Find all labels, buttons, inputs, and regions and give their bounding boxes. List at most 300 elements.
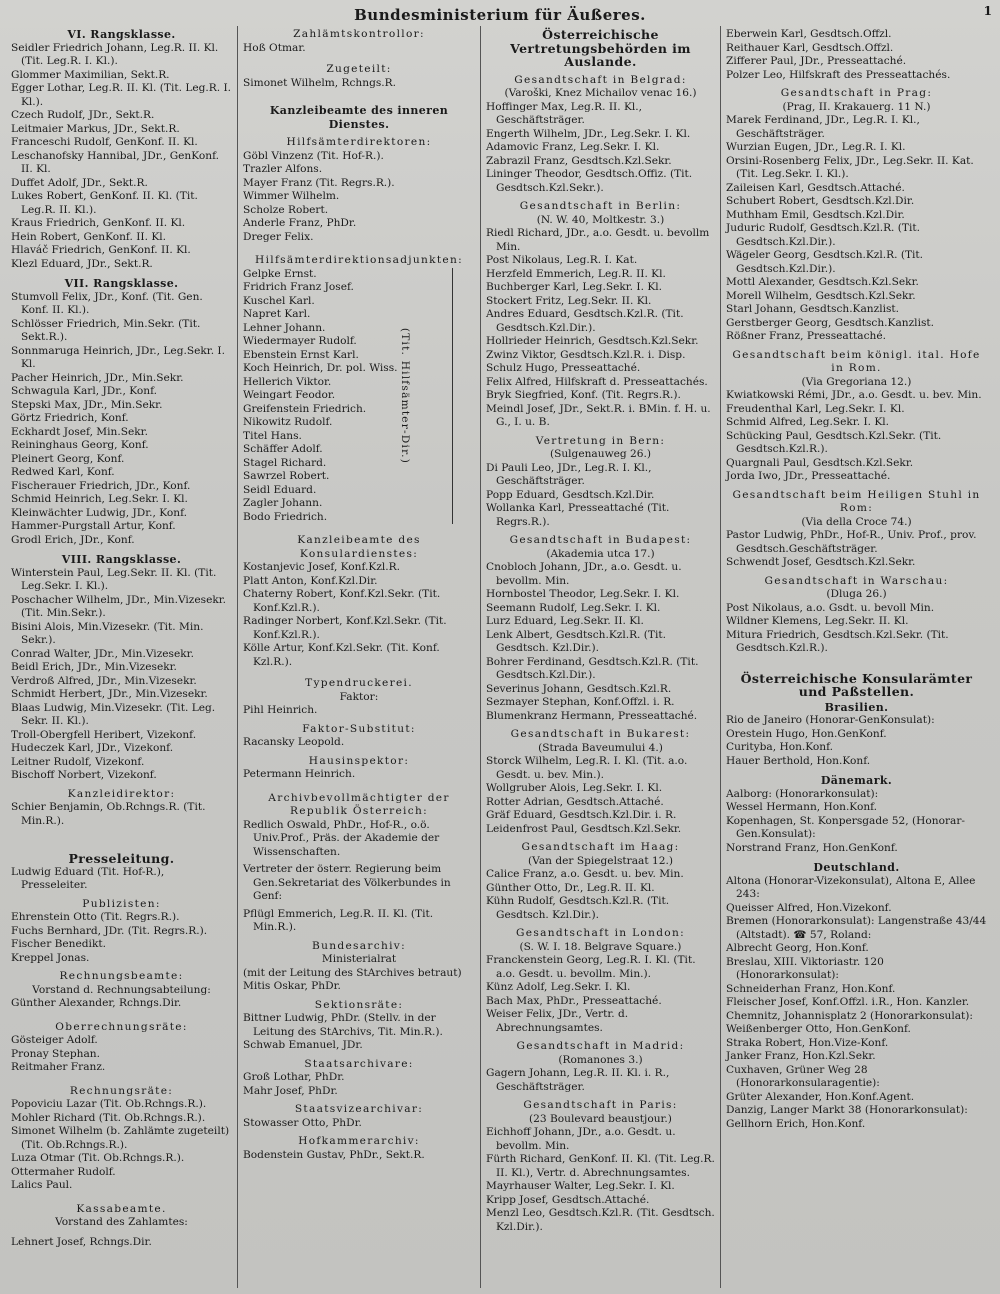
entry: Mahr Josef, PhDr.	[243, 1084, 338, 1097]
entry-list	[486, 954, 715, 1035]
address: (Dluga 26.)	[826, 588, 887, 600]
entry-list	[243, 863, 475, 904]
entry: Troll-Obergfell Heribert, Vizekonf.	[11, 728, 197, 741]
entry: Gräf Eduard, Gesdtsch.Kzl.Dir. i. R.	[486, 809, 677, 821]
entry: Radinger Norbert, Konf.Kzl.Sekr. (Tit. Konf.Kzl.R.).	[243, 615, 447, 641]
subsection-heading: Bundesarchiv:	[312, 939, 406, 952]
entry: Fischer Benedikt.	[11, 938, 106, 950]
entry-list	[11, 291, 232, 548]
entry: Pflügl Emmerich, Leg.R. II. Kl. (Tit. Min.R.).	[243, 907, 434, 933]
subsection-heading: Hausinspektor:	[308, 754, 410, 767]
entry: Conrad Walter, JDr., Min.Vizesekr.	[11, 647, 194, 660]
subsection-heading: Faktor-Substitut:	[302, 722, 416, 735]
entry-list	[243, 42, 475, 56]
entry-list	[726, 389, 987, 484]
entry: Duffet Adolf, JDr., Sekt.R.	[11, 176, 148, 189]
subsection-heading: Oberrechnungsräte:	[55, 1020, 188, 1033]
address: (Prag, II. Krakauerg. 11 N.)	[782, 100, 931, 113]
entry: Görtz Friedrich, Konf.	[11, 412, 129, 424]
entry: Schmid Alfred, Leg.Sekr. I. Kl.	[726, 416, 890, 428]
country-heading: Dänemark.	[820, 774, 893, 787]
entry: Storck Wilhelm, Leg.R. I. Kl. (Tit. a.o. Gesdt. u. bev. Min.).	[486, 755, 688, 781]
entry: Gösteiger Adolf.	[11, 1034, 98, 1046]
section-heading: VII. Rangsklasse.	[64, 277, 179, 290]
country-heading: Deutschland.	[813, 861, 900, 874]
column-4	[721, 26, 992, 1288]
entry: Trazler Alfons.	[243, 163, 323, 175]
entry-list	[726, 114, 987, 344]
entry-list	[726, 1091, 987, 1105]
subsection-heading: Gesandtschaft im Haag:	[521, 841, 680, 853]
entry: Orestein Hugo, Hon.GenKonf.	[726, 727, 887, 740]
entry: Fürth Richard, GenKonf. II. Kl. (Tit. Leg.R. II. Kl.), Vertr. d. Abrechnungsamtes.	[486, 1153, 715, 1179]
entry: Simonet Wilhelm, Rchngs.R.	[243, 76, 397, 89]
entry: Blaas Ludwig, Min.Vizesekr. (Tit. Leg. Sekr. II. Kl.).	[11, 701, 216, 727]
office-heading: Bremen (Honorarkonsulat): Langenstraße 43/44 (Altstadt). ☎ 57, Roland:	[726, 915, 987, 941]
entry: Kostanjevic Josef, Konf.Kzl.R.	[243, 561, 401, 573]
entry-list	[243, 736, 475, 750]
entry: Ottermaher Rudolf.	[11, 1165, 116, 1178]
entry-list	[726, 801, 987, 815]
entry-list	[486, 755, 715, 836]
entry-list	[243, 150, 475, 245]
entry: Jorda Iwo, JDr., Presseattaché.	[726, 470, 891, 482]
subsection-heading: Gesandtschaft beim königl. ital. Hofe in Rom.	[732, 348, 981, 374]
entry: Pronay Stephan.	[11, 1047, 100, 1060]
entry: Kripp Josef, Gesdtsch.Attaché.	[486, 1193, 650, 1206]
entry: Bischoff Norbert, Vizekonf.	[11, 769, 157, 781]
entry: Schier Benjamin, Ob.Rchngs.R. (Tit. Min.R.).	[11, 801, 206, 827]
entry: Mayrhauser Walter, Leg.Sekr. I. Kl.	[486, 1180, 675, 1192]
entry: Glommer Maximilian, Sekt.R.	[11, 68, 170, 81]
subsection-heading: Vertretung in Bern:	[535, 434, 666, 447]
entry: Titel Hans.	[243, 429, 302, 442]
entry: Herzfeld Emmerich, Leg.R. II. Kl.	[486, 267, 666, 280]
entry: Klezl Eduard, JDr., Sekt.R.	[11, 257, 153, 270]
entry-list	[486, 561, 715, 723]
section-heading: Österreichische Vertretungsbehörden im Auslande.	[510, 27, 691, 69]
entry-list	[11, 997, 232, 1011]
entry: Chaterny Robert, Konf.Kzl.Sekr. (Tit. Konf.Kzl.R.).	[243, 588, 441, 614]
entry-list	[11, 567, 232, 783]
entry-list	[243, 908, 475, 935]
entry: Lurz Eduard, Leg.Sekr. II. Kl.	[486, 615, 644, 627]
entry: Eichhoff Johann, JDr., a.o. Gesdt. u. bevollm. Min.	[486, 1126, 676, 1152]
subsection-heading: Hilfsämterdirektionsadjunkten:	[255, 254, 463, 266]
subsection-heading: Archivbevollmächtigter der Republik Österreich:	[268, 791, 450, 817]
entry-list	[11, 1098, 232, 1193]
subsection-heading: Ministerialrat	[321, 953, 397, 965]
entry-list	[243, 1117, 475, 1131]
entry: Winterstein Paul, Leg.Sekr. II. Kl. (Tit. Leg.Sekr. I. Kl.).	[11, 566, 217, 592]
entry: Gellhorn Erich, Hon.Konf.	[726, 1117, 866, 1130]
entry: Hudeczek Karl, JDr., Vizekonf.	[11, 742, 174, 754]
entry: Schäffer Adolf.	[243, 443, 323, 455]
entry: Petermann Heinrich.	[243, 768, 356, 780]
entry: Franckenstein Georg, Leg.R. I. Kl. (Tit. a.o. Gesdt. u. bevollm. Min.).	[486, 954, 696, 980]
entry: Bodenstein Gustav, PhDr., Sekt.R.	[243, 1148, 425, 1161]
entry-list	[243, 1012, 475, 1053]
section-heading: Österreichische Konsularämter und Paßstellen.	[740, 670, 973, 699]
entry: Scholze Robert.	[243, 203, 329, 216]
entry: Czech Rudolf, JDr., Sekt.R.	[11, 109, 155, 121]
subsection-heading: Zugeteilt:	[326, 63, 392, 75]
section-heading: VI. Rangsklasse.	[67, 28, 176, 41]
entry: Buchberger Karl, Leg.Sekr. I. Kl.	[486, 281, 663, 293]
entry: Schmid Heinrich, Leg.Sekr. I. Kl.	[11, 493, 188, 505]
subsection-heading: Gesandtschaft beim Heiligen Stuhl in Rom:	[732, 488, 981, 514]
entry: Kuschel Karl.	[243, 294, 315, 307]
entry: Bittner Ludwig, PhDr. (Stellv. in der Leitung des StArchivs, Tit. Min.R.).	[243, 1012, 443, 1038]
entry: Cnobloch Johann, JDr., a.o. Gesdt. u. bevollm. Min.	[486, 561, 682, 587]
entry: Bach Max, PhDr., Presseattaché.	[486, 994, 662, 1007]
entry-list	[243, 768, 475, 782]
address: (Sulgenauweg 26.)	[549, 448, 652, 460]
entry-list	[486, 462, 715, 530]
subsection-heading: Kassabeamte.	[76, 1202, 167, 1215]
subsection-heading: Gesandtschaft in Paris:	[523, 1099, 678, 1111]
entry: Seidl Eduard.	[243, 483, 317, 496]
entry: Greifenstein Friedrich.	[243, 402, 367, 415]
entry: Zabrazil Franz, Gesdtsch.Kzl.Sekr.	[486, 154, 672, 167]
entry: Quargnali Paul, Gesdtsch.Kzl.Sekr.	[726, 456, 914, 469]
entry: Hoß Otmar.	[243, 41, 306, 54]
entry: Ehrenstein Otto (Tit. Regrs.R.).	[11, 911, 180, 923]
column-2	[238, 26, 481, 1288]
entry: Bryk Siegfried, Konf. (Tit. Regrs.R.).	[486, 389, 681, 401]
section-heading: Presseleitung.	[68, 851, 175, 866]
entry: Kreppel Jonas.	[11, 951, 90, 964]
entry-list	[11, 42, 232, 272]
entry: Wildner Klemens, Leg.Sekr. II. Kl.	[726, 615, 909, 627]
entry: Sawrzel Robert.	[243, 470, 330, 482]
entry: Straka Robert, Hon.Vize-Konf.	[726, 1036, 889, 1049]
column-3	[481, 26, 721, 1288]
entry: Morell Wilhelm, Gesdtsch.Kzl.Sekr.	[726, 289, 916, 302]
entry: Weiser Felix, JDr., Vertr. d. Abrechnungsamtes.	[486, 1008, 629, 1034]
entry: Weingart Feodor.	[243, 389, 336, 401]
entry: Post Nikolaus, Leg.R. I. Kat.	[486, 254, 638, 266]
entry: Pacher Heinrich, JDr., Min.Sekr.	[11, 371, 184, 384]
entry: Stumvoll Felix, JDr., Konf. (Tit. Gen. Konf. II. Kl.).	[11, 290, 203, 316]
entry: Hornbostel Theodor, Leg.Sekr. I. Kl.	[486, 588, 680, 600]
entry: Curityba, Hon.Konf.	[726, 741, 834, 753]
entry: Redwed Karl, Konf.	[11, 466, 115, 478]
entry: Starl Johann, Gesdtsch.Kanzlist.	[726, 303, 900, 315]
entry: Schulz Hugo, Presseattaché.	[486, 362, 641, 374]
entry: Fleischer Josef, Konf.Offzl. i.R., Hon. Kanzler.	[726, 996, 970, 1008]
entry: Fischerauer Friedrich, JDr., Konf.	[11, 479, 191, 492]
entry-list	[726, 842, 987, 856]
entry-list	[243, 704, 475, 718]
entry: Seemann Rudolf, Leg.Sekr. I. Kl.	[486, 601, 661, 614]
columns	[6, 26, 994, 1288]
entry: Groß Lothar, PhDr.	[243, 1071, 345, 1083]
entry: (mit der Leitung des StArchives betraut)	[243, 966, 462, 979]
entry: Zifferer Paul, JDr., Presseattaché.	[726, 55, 907, 67]
entry: Reithauer Karl, Gesdtsch.Offzl.	[726, 41, 894, 54]
office-heading: Rio de Janeiro (Honorar-GenKonsulat):	[726, 714, 935, 726]
office-heading: Danzig, Langer Markt 38 (Honorarkonsulat):	[726, 1104, 968, 1116]
entry: Leidenfrost Paul, Gesdtsch.Kzl.Sekr.	[486, 822, 682, 835]
entry-list	[11, 1236, 232, 1250]
entry-list	[11, 801, 232, 828]
entry: Redlich Oswald, PhDr., Hof-R., o.ö. Univ.Prof., Präs. der Akademie der Wissenschaften.	[243, 818, 440, 858]
entry: Hauer Berthold, Hon.Konf.	[726, 754, 871, 767]
entry: Post Nikolaus, a.o. Gsdt. u. bevoll Min.	[726, 601, 935, 614]
entry: Rößner Franz, Presseattaché.	[726, 330, 886, 342]
entry: Wollgruber Alois, Leg.Sekr. I. Kl.	[486, 782, 663, 794]
entry: Fuchs Bernhard, JDr. (Tit. Regrs.R.).	[11, 924, 208, 937]
entry: Janker Franz, Hon.Kzl.Sekr.	[726, 1050, 876, 1062]
entry: Mitura Friedrich, Gesdtsch.Kzl.Sekr. (Tit. Gesdtsch.Kzl.R.).	[726, 628, 949, 654]
entry: Ebenstein Ernst Karl.	[243, 348, 359, 361]
entry: Göbl Vinzenz (Tit. Hof-R.).	[243, 149, 384, 162]
office-heading: Altona (Honorar-Vizekonsulat), Altona E, Allee 243:	[726, 874, 976, 900]
entry: Stockert Fritz, Leg.Sekr. II. Kl.	[486, 294, 652, 307]
entry: Stowasser Otto, PhDr.	[243, 1116, 362, 1129]
entry: Muthham Emil, Gesdtsch.Kzl.Dir.	[726, 208, 905, 221]
entry: Stagel Richard.	[243, 456, 327, 469]
entry: Schlösser Friedrich, Min.Sekr. (Tit. Sekt.R.).	[11, 317, 201, 343]
entry: Franceschi Rudolf, GenKonf. II. Kl.	[11, 136, 198, 148]
entry: Koch Heinrich, Dr. pol. Wiss.	[243, 362, 398, 374]
entry-list	[486, 227, 715, 430]
entry: Hlaváč Friedrich, GenKonf. II. Kl.	[11, 244, 191, 256]
entry: Schwendt Josef, Gesdtsch.Kzl.Sekr.	[726, 556, 916, 568]
entry: Vertreter der österr. Regierung beim Gen.Sekretariat des Völkerbundes in Genf:	[243, 863, 451, 902]
entry: Lehner Johann.	[243, 321, 326, 334]
entry-list	[486, 1126, 715, 1234]
entry: Kleinwächter Ludwig, JDr., Konf.	[11, 506, 187, 519]
subsection-heading: Vorstand d. Rechnungsabteilung:	[32, 983, 211, 996]
entry-list	[726, 28, 987, 82]
entry: Lenk Albert, Gesdtsch.Kzl.R. (Tit. Gesdtsch. Kzl.Dir.).	[486, 628, 667, 654]
entry: Pleinert Georg, Konf.	[11, 452, 125, 465]
entry: Lukes Robert, GenKonf. II. Kl. (Tit. Leg.R. II. Kl.).	[11, 190, 198, 216]
entry: Felix Alfred, Hilfskraft d. Presseattachés.	[486, 375, 708, 388]
entry: Engerth Wilhelm, JDr., Leg.Sekr. I. Kl.	[486, 127, 691, 140]
address: (N. W. 40, Moltkestr. 3.)	[536, 213, 665, 226]
entry: Lalics Paul.	[11, 1179, 73, 1191]
entry: Riedl Richard, JDr., a.o. Gesdt. u. bevollm Min.	[486, 227, 710, 253]
entry: Schneiderhan Franz, Hon.Konf.	[726, 982, 896, 995]
entry-list	[11, 866, 232, 893]
entry: Kwiatkowski Rémi, JDr., a.o. Gesdt. u. bev. Min.	[726, 389, 982, 401]
entry: Calice Franz, a.o. Gesdt. u. bev. Min.	[486, 868, 684, 880]
entry: Meindl Josef, JDr., Sekt.R. i. BMin. f. H. u. G., I. u. B.	[486, 402, 711, 428]
subsection-heading: Kanzleidirektor:	[67, 787, 176, 800]
entry: Zaileisen Karl, Gesdtsch.Attaché.	[726, 181, 905, 194]
office-heading: Breslau, XIII. Viktoriastr. 120 (Honorarkonsulat):	[726, 955, 884, 981]
entry: Schubert Robert, Gesdtsch.Kzl.Dir.	[726, 195, 915, 207]
entry: Simonet Wilhelm (b. Zahlämte zugeteilt) (Tit. Ob.Rchngs.R.).	[11, 1125, 230, 1151]
entry: Wessel Hermann, Hon.Konf.	[726, 801, 878, 813]
entry: Gerstberger Georg, Gesdtsch.Kanzlist.	[726, 316, 935, 329]
entry-list	[243, 967, 475, 994]
entry: Wägeler Georg, Gesdtsch.Kzl.R. (Tit. Gesdtsch.Kzl.Dir.).	[726, 249, 924, 275]
entry-list	[11, 1034, 232, 1075]
entry: Adamovic Franz, Leg.Sekr. I. Kl.	[486, 141, 660, 153]
entry: Fridrich Franz Josef.	[243, 281, 354, 293]
entry: Rotter Adrian, Gesdtsch.Attaché.	[486, 795, 664, 808]
entry: Ludwig Eduard (Tit. Hof-R.), Presseleiter.	[11, 865, 165, 891]
entry: Günther Otto, Dr., Leg.R. II. Kl.	[486, 881, 655, 894]
entry: Schmidt Herbert, JDr., Min.Vizesekr.	[11, 688, 208, 700]
subsection-heading: Sektionsräte:	[314, 998, 404, 1011]
entry: Eckhardt Josef, Min.Sekr.	[11, 425, 148, 438]
entry: Luza Otmar (Tit. Ob.Rchngs.R.).	[11, 1152, 185, 1164]
subsection-heading: Gesandtschaft in Berlin:	[519, 200, 682, 212]
entry-list	[726, 942, 987, 956]
entry-list	[726, 983, 987, 1010]
entry: Popoviciu Lazar (Tit. Ob.Rchngs.R.).	[11, 1098, 207, 1110]
entry: Weißenberger Otto, Hon.GenKonf.	[726, 1023, 911, 1035]
entry-list	[486, 868, 715, 922]
page-number: 1	[983, 4, 992, 18]
entry-list	[243, 1071, 475, 1098]
entry: Nikowitz Rudolf.	[243, 416, 333, 428]
country-heading: Brasilien.	[824, 700, 889, 714]
entry: Norstrand Franz, Hon.GenKonf.	[726, 841, 898, 854]
address: (Romanones 3.)	[558, 1053, 643, 1066]
entry: Bohrer Ferdinand, Gesdtsch.Kzl.R. (Tit. Gesdtsch.Kzl.Dir.).	[486, 655, 699, 681]
entry: Racansky Leopold.	[243, 736, 345, 748]
entry: Gelpke Ernst.	[243, 267, 317, 280]
entry: Günther Alexander, Rchngs.Dir.	[11, 997, 182, 1009]
subsection-heading: Faktor:	[339, 690, 379, 703]
bracket-label: (Tit. Hilfsämter-Dir.)	[398, 327, 411, 464]
address: (Akademia utca 17.)	[546, 547, 655, 560]
entry: Napret Karl.	[243, 308, 311, 320]
office-heading: Aalborg: (Honorarkonsulat):	[726, 787, 879, 800]
section-heading: VIII. Rangsklasse.	[61, 553, 182, 566]
entry: Egger Lothar, Leg.R. II. Kl. (Tit. Leg.R. I. Kl.).	[11, 82, 232, 108]
entry: Hellerich Viktor.	[243, 375, 332, 388]
office-heading: Cuxhaven, Grüner Weg 28 (Honorarkonsularagentie):	[726, 1063, 880, 1089]
entry: Lehnert Josef, Rchngs.Dir.	[11, 1235, 152, 1248]
entry-list	[726, 602, 987, 656]
subsection-heading: Vorstand des Zahlamtes:	[55, 1216, 188, 1228]
entry: Hollrieder Heinrich, Gesdtsch.Kzl.Sekr.	[486, 335, 699, 347]
entry-list	[243, 819, 475, 860]
entry: Queisser Alfred, Hon.Vizekonf.	[726, 901, 892, 914]
entry-list	[243, 268, 448, 525]
subsection-heading: Gesandtschaft in London:	[516, 927, 685, 939]
entry: Mayer Franz (Tit. Regrs.R.).	[243, 176, 395, 189]
entry: Leitner Rudolf, Vizekonf.	[11, 755, 145, 768]
subsection-heading: Gesandtschaft in Bukarest:	[510, 728, 691, 740]
entry: Wollanka Karl, Presseattaché (Tit. Regrs.R.).	[486, 502, 670, 528]
entry: Zwinz Viktor, Gesdtsch.Kzl.R. i. Disp.	[486, 348, 686, 361]
entry: Wurzian Eugen, JDr., Leg.R. I. Kl.	[726, 141, 906, 153]
entry: Kölle Artur, Konf.Kzl.Sekr. (Tit. Konf. Kzl.R.).	[243, 642, 440, 668]
entry: Albrecht Georg, Hon.Konf.	[726, 942, 869, 954]
bracket-group	[243, 268, 453, 525]
entry: Mottl Alexander, Gesdtsch.Kzl.Sekr.	[726, 276, 919, 288]
address: (Strada Baveumului 4.)	[538, 741, 663, 754]
entry: Blumenkranz Hermann, Presseattaché.	[486, 709, 698, 722]
entry: Sezmayer Stephan, Konf.Offzl. i. R.	[486, 696, 675, 708]
subsection-heading: Rechnungsbeamte:	[59, 970, 184, 982]
subsection-heading: Rechnungsräte:	[69, 1084, 174, 1097]
address: (Via della Croce 74.)	[801, 515, 912, 528]
entry: Hein Robert, GenKonf. II. Kl.	[11, 230, 166, 243]
entry: Severinus Johann, Gesdtsch.Kzl.R.	[486, 682, 672, 695]
entry: Marek Ferdinand, JDr., Leg.R. I. Kl., Geschäftsträger.	[726, 114, 920, 140]
subsection-heading: Gesandtschaft in Warschau:	[764, 574, 949, 587]
entry: Schwab Emanuel, JDr.	[243, 1039, 363, 1051]
entry: Kraus Friedrich, GenKonf. II. Kl.	[11, 217, 186, 229]
entry: Kühn Rudolf, Gesdtsch.Kzl.R. (Tit. Gesdtsch. Kzl.Dir.).	[486, 895, 670, 921]
address: (Van der Spiegelstraat 12.)	[528, 854, 673, 867]
subsection-heading: Staatsarchivare:	[304, 1057, 414, 1070]
subsection-heading: Gesandtschaft in Prag:	[780, 87, 933, 99]
entry-list	[243, 561, 475, 669]
entry: Orsini-Rosenberg Felix, JDr., Leg.Sekr. II. Kat. (Tit. Leg.Sekr. I. Kl.).	[726, 154, 974, 180]
entry: Wimmer Wilhelm.	[243, 190, 340, 202]
entry-list	[726, 902, 987, 916]
address: (S. W. I. 18. Belgrave Square.)	[519, 940, 682, 953]
entry: Hoffinger Max, Leg.R. II. Kl., Geschäftsträger.	[486, 100, 643, 126]
office-heading: Kopenhagen, St. Konpersgade 52, (Honorar-Gen.Konsulat):	[726, 814, 965, 840]
entry: Di Pauli Leo, JDr., Leg.R. I. Kl., Geschäftsträger.	[486, 461, 652, 487]
entry: Andres Eduard, Gesdtsch.Kzl.R. (Tit. Gesdtsch.Kzl.Dir.).	[486, 308, 684, 334]
entry: Platt Anton, Konf.Kzl.Dir.	[243, 574, 378, 587]
entry: Verdroß Alfred, JDr., Min.Vizesekr.	[11, 674, 197, 687]
subsection-heading: Gesandtschaft in Belgrad:	[514, 73, 687, 86]
entry-list	[726, 728, 987, 769]
entry: Seidler Friedrich Johann, Leg.R. II. Kl. (Tit. Leg.R. I. Kl.).	[11, 41, 219, 67]
subsection-heading: Publizisten:	[82, 897, 161, 910]
entry: Grodl Erich, JDr., Konf.	[11, 533, 135, 546]
entry: Leitmaier Markus, JDr., Sekt.R.	[11, 122, 180, 135]
running-head: Bundesministerium für Äußeres.	[354, 6, 646, 24]
entry: Wiedermayer Rudolf.	[243, 335, 357, 347]
subsection-heading: Typendruckerei.	[305, 677, 413, 689]
entry: Eberwein Karl, Gesdtsch.Offzl.	[726, 28, 892, 40]
entry: Stepski Max, JDr., Min.Sekr.	[11, 398, 163, 411]
entry: Lininger Theodor, Gesdtsch.Offiz. (Tit. Gesdtsch.Kzl.Sekr.).	[486, 168, 693, 194]
subsection-heading: Hofkammerarchiv:	[298, 1135, 420, 1147]
entry: Menzl Leo, Gesdtsch.Kzl.R. (Tit. Gesdtsch. Kzl.Dir.).	[486, 1207, 715, 1233]
entry-list	[726, 1118, 987, 1132]
entry: Hammer-Purgstall Artur, Konf.	[11, 520, 176, 532]
entry: Polzer Leo, Hilfskraft des Presseattachés.	[726, 68, 951, 81]
entry: Bodo Friedrich.	[243, 510, 328, 523]
subsection-heading: Staatsvizearchivar:	[294, 1103, 424, 1115]
address: (23 Boulevard beaustjour.)	[529, 1112, 672, 1125]
entry: Reininghaus Georg, Konf.	[11, 439, 149, 451]
subsection-heading: Kanzleibeamte des Konsulardienstes:	[297, 534, 421, 560]
entry: Popp Eduard, Gesdtsch.Kzl.Dir.	[486, 488, 655, 501]
entry: Mitis Oskar, PhDr.	[243, 980, 341, 992]
subsection-heading: Hilfsämterdirektoren:	[286, 136, 432, 148]
entry: Leschanofsky Hannibal, JDr., GenKonf. II. Kl.	[11, 149, 219, 175]
entry: Beidl Erich, JDr., Min.Vizesekr.	[11, 661, 177, 673]
office-heading: Chemnitz, Johannisplatz 2 (Honorarkonsulat):	[726, 1009, 973, 1022]
subsection-heading: Gesandtschaft in Budapest:	[509, 534, 692, 546]
entry-list	[243, 77, 475, 91]
entry-list	[726, 529, 987, 570]
entry-list	[486, 1067, 715, 1094]
entry-list	[11, 911, 232, 965]
entry: Schücking Paul, Gesdtsch.Kzl.Sekr. (Tit. Gesdtsch.Kzl.R.).	[726, 429, 942, 455]
entry: Mohler Richard (Tit. Ob.Rchngs.R.).	[11, 1111, 206, 1124]
entry: Anderle Franz, PhDr.	[243, 217, 357, 229]
entry: Dreger Felix.	[243, 230, 314, 243]
address: (Varoški, Knez Michailov venac 16.)	[504, 87, 697, 99]
